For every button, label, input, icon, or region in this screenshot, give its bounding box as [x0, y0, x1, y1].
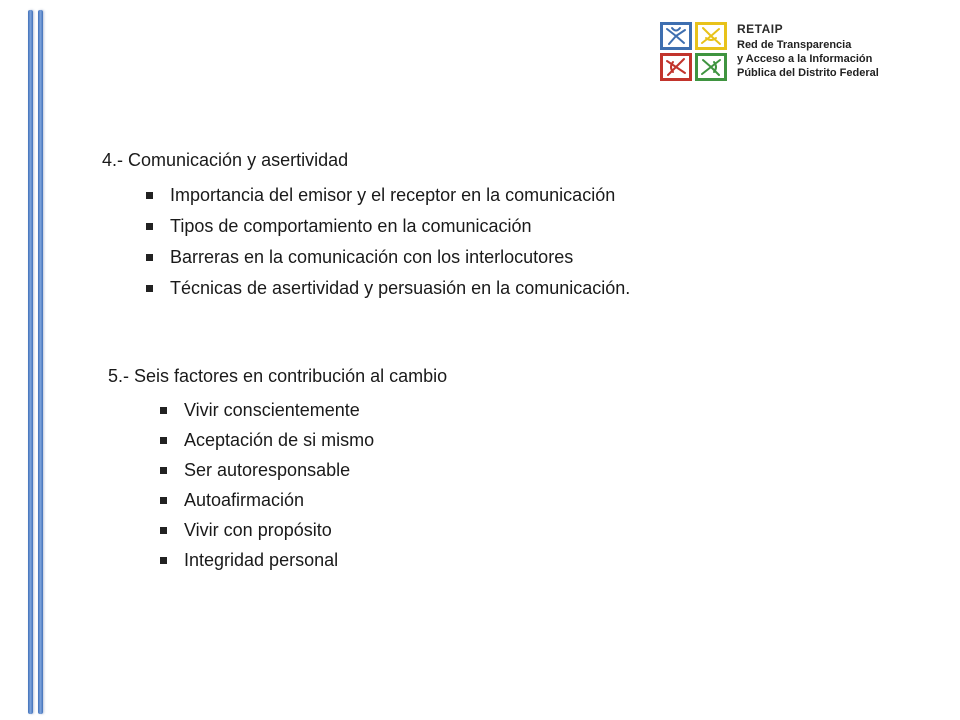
list-item-text: Autoafirmación — [184, 490, 305, 510]
logo-line: y Acceso a la Información — [737, 53, 873, 65]
square-bullet-icon — [146, 223, 153, 230]
square-bullet-icon — [146, 285, 153, 292]
retaip-logo — [660, 22, 879, 81]
list-item — [146, 185, 630, 216]
list-item-text: Importancia del emisor y el receptor en la comunicación — [170, 185, 616, 205]
square-bullet-icon — [146, 192, 153, 199]
list-item — [160, 460, 374, 490]
left-accent-bar-inner — [38, 10, 43, 714]
bullet-list-communication — [146, 185, 630, 309]
logo-tile-green — [695, 53, 727, 81]
list-item — [160, 550, 374, 580]
logo-line: Red de Transparencia — [737, 39, 852, 51]
bullet-list-change-factors — [160, 400, 374, 580]
list-item-text: Técnicas de asertividad y persuasión en la comunicación. — [170, 278, 631, 298]
square-bullet-icon — [146, 254, 153, 261]
logo-acronym: RETAIP — [737, 22, 784, 36]
list-item — [160, 520, 374, 550]
list-item — [160, 490, 374, 520]
list-item-text: Ser autoresponsable — [184, 460, 351, 480]
list-item — [146, 216, 630, 247]
list-item — [146, 278, 630, 309]
list-item-text: Barreras en la comunicación con los interlocutores — [170, 247, 574, 267]
logo-line: Pública del Distrito Federal — [737, 67, 879, 79]
logo-tile-yellow — [695, 22, 727, 50]
square-bullet-icon — [160, 527, 167, 534]
square-bullet-icon — [160, 557, 167, 564]
list-item-text: Tipos de comportamiento en la comunicación — [170, 216, 532, 236]
logo-tile-blue — [660, 22, 692, 50]
list-item-text: Vivir conscientemente — [184, 400, 360, 420]
logo-tile-red — [660, 53, 692, 81]
list-item — [160, 400, 374, 430]
section-title-change-factors: 5.- Seis factores en contribución al cambio — [108, 366, 448, 386]
list-item — [160, 430, 374, 460]
left-accent-bar — [28, 10, 33, 714]
square-bullet-icon — [160, 437, 167, 444]
section-title-communication: 4.- Comunicación y asertividad — [102, 150, 349, 170]
square-bullet-icon — [160, 407, 167, 414]
square-bullet-icon — [160, 467, 167, 474]
logo-text — [737, 22, 879, 80]
list-item — [146, 247, 630, 278]
list-item-text: Aceptación de si mismo — [184, 430, 375, 450]
list-item-text: Vivir con propósito — [184, 520, 332, 540]
list-item-text: Integridad personal — [184, 550, 339, 570]
logo-emblem — [660, 22, 727, 81]
square-bullet-icon — [160, 497, 167, 504]
